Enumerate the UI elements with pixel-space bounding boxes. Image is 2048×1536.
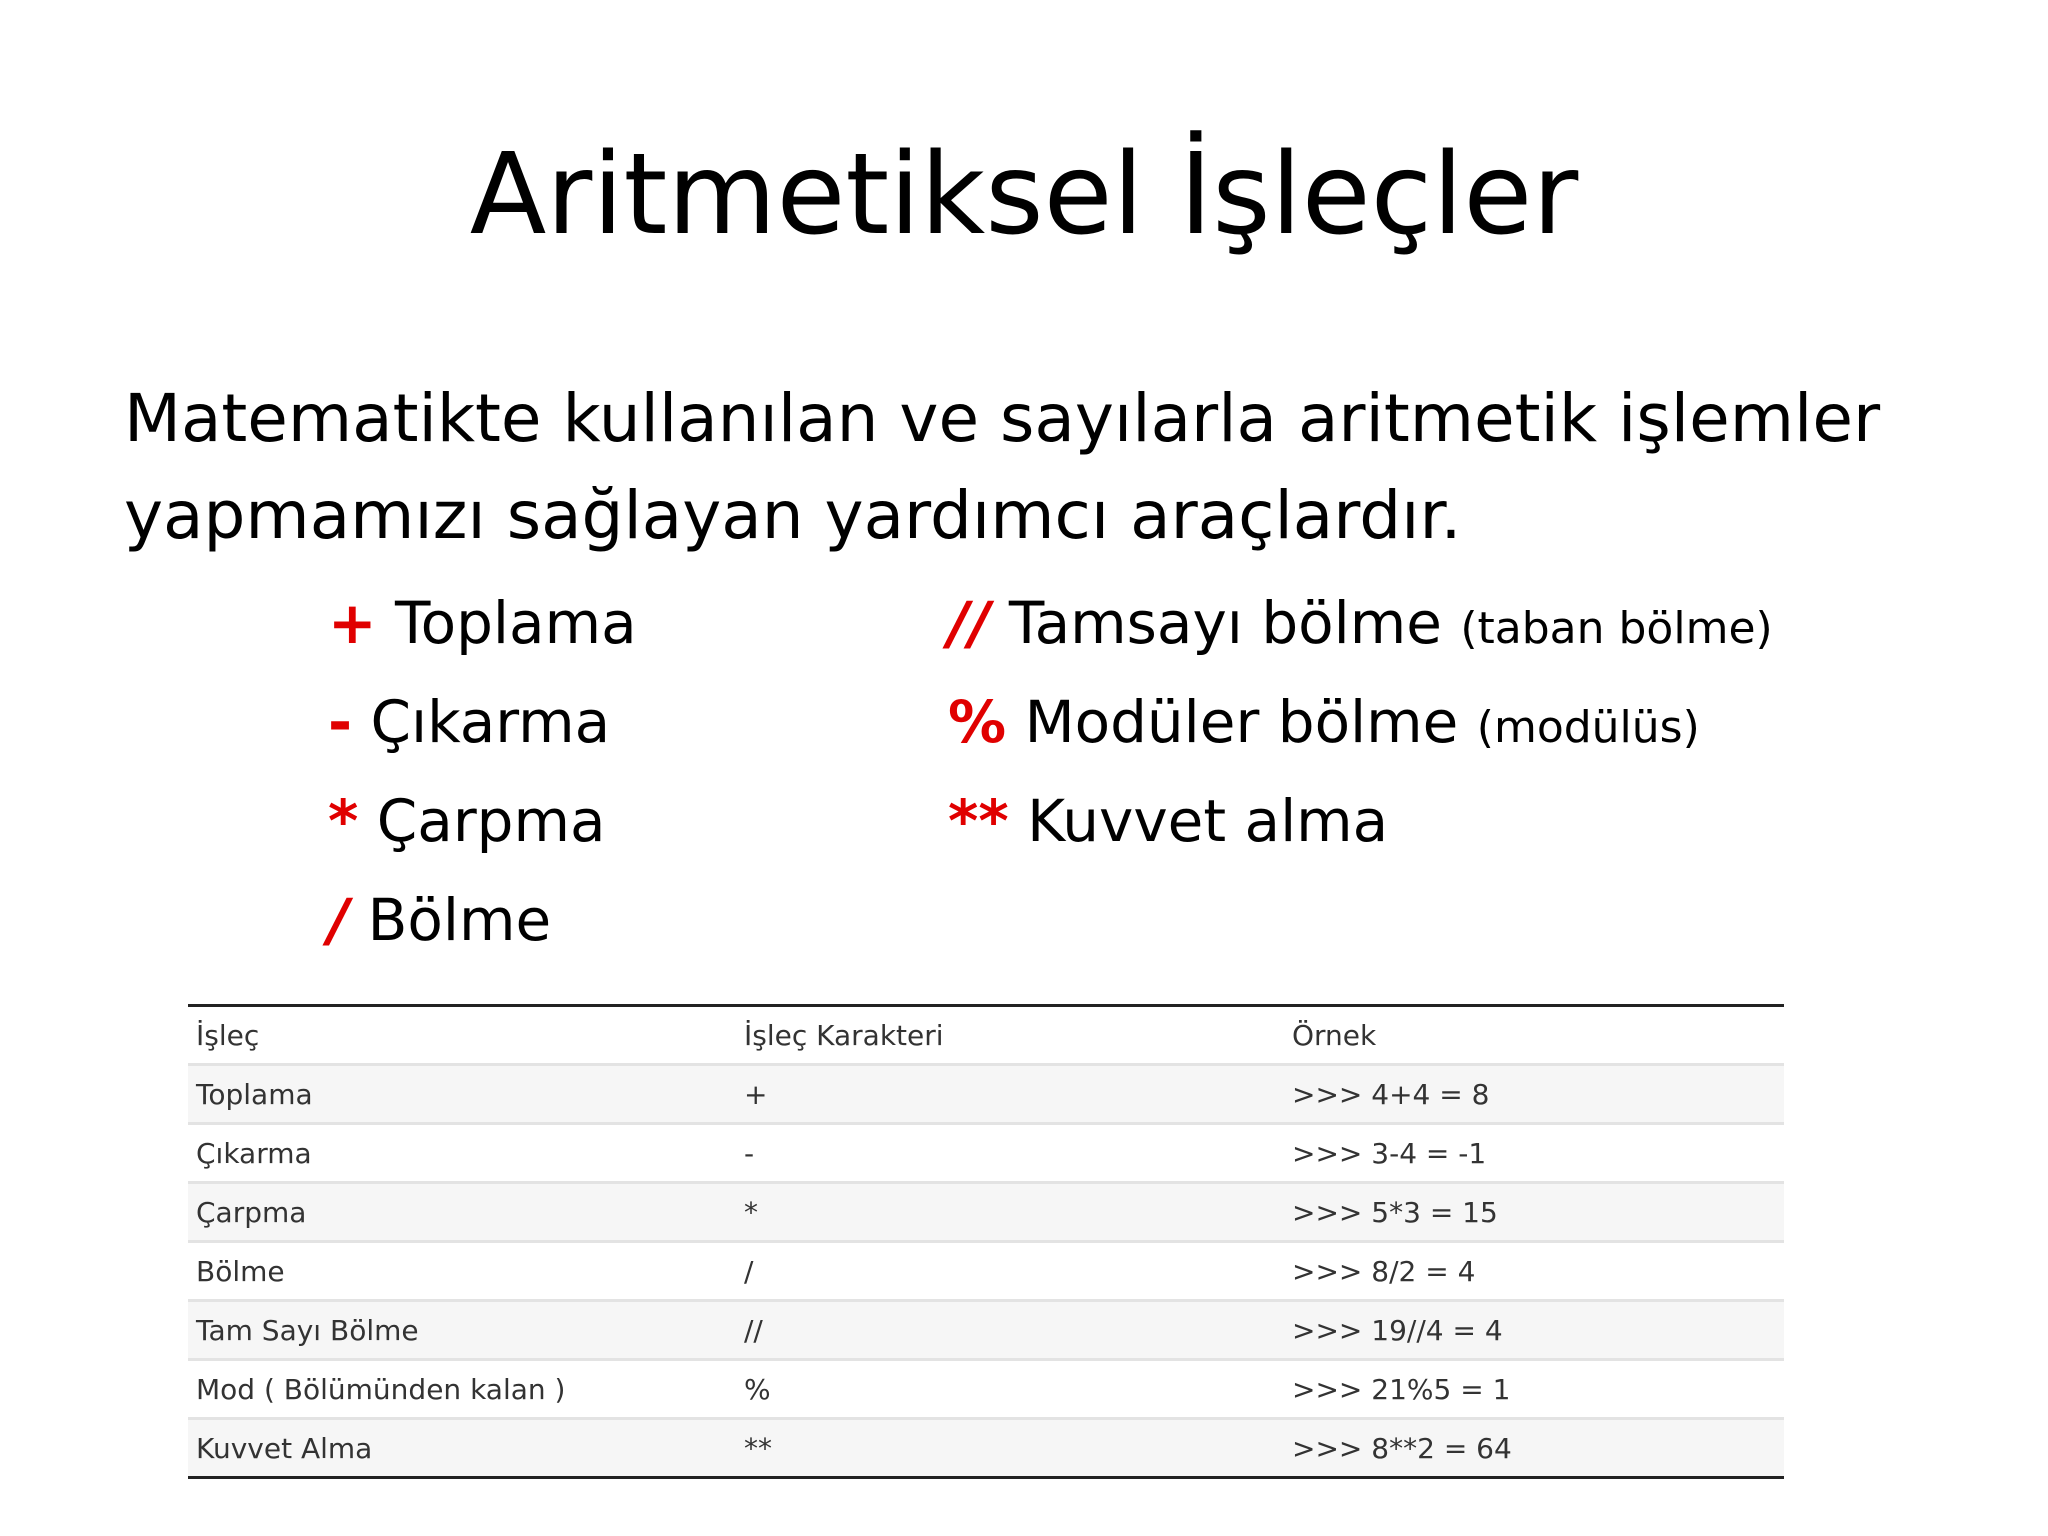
cell-example: >>> 21%5 = 1	[1284, 1360, 1784, 1419]
table-header-row	[188, 1006, 1784, 1065]
cell-operator: Çarpma	[188, 1183, 736, 1242]
table-row	[188, 1124, 1784, 1183]
operator-item-multiplication	[328, 778, 637, 877]
operator-table	[188, 1004, 1784, 1479]
cell-example: >>> 5*3 = 15	[1284, 1183, 1784, 1242]
operator-note: (modülüs)	[1476, 702, 1700, 753]
operator-list-left	[328, 580, 637, 976]
operator-label: Toplama	[395, 589, 637, 657]
operator-symbol: %	[948, 688, 1007, 756]
header-operator-character: İşleç Karakteri	[736, 1006, 1284, 1065]
operator-item-subtraction	[328, 679, 637, 778]
operator-symbol: /	[328, 886, 350, 954]
cell-operator: Tam Sayı Bölme	[188, 1301, 736, 1360]
intro-paragraph	[124, 370, 1924, 564]
cell-character: *	[736, 1183, 1284, 1242]
operator-note: (taban bölme)	[1460, 603, 1773, 654]
operator-item-modulo	[948, 679, 1773, 778]
operator-item-division	[328, 877, 637, 976]
table-row	[188, 1419, 1784, 1478]
cell-character: **	[736, 1419, 1284, 1478]
cell-character: %	[736, 1360, 1284, 1419]
cell-operator: Çıkarma	[188, 1124, 736, 1183]
operator-symbol: -	[328, 688, 353, 756]
operator-symbol: +	[328, 589, 377, 657]
cell-example: >>> 4+4 = 8	[1284, 1065, 1784, 1124]
cell-character: +	[736, 1065, 1284, 1124]
intro-line-2: yapmamızı sağlayan yardımcı araçlardır.	[124, 477, 1462, 554]
cell-operator: Toplama	[188, 1065, 736, 1124]
operator-label: Çarpma	[376, 787, 606, 855]
operator-item-addition	[328, 580, 637, 679]
cell-character: -	[736, 1124, 1284, 1183]
cell-example: >>> 8/2 = 4	[1284, 1242, 1784, 1301]
table-row	[188, 1242, 1784, 1301]
operator-table-container	[188, 1004, 1784, 1479]
slide-title: Aritmetiksel İşleçler	[469, 130, 1579, 260]
operator-symbol: //	[948, 589, 991, 657]
table-row	[188, 1183, 1784, 1242]
operator-item-power	[948, 778, 1773, 877]
cell-operator: Mod ( Bölümünden kalan )	[188, 1360, 736, 1419]
operator-label: Bölme	[367, 886, 552, 954]
operator-label: Modüler bölme	[1024, 688, 1459, 756]
cell-example: >>> 19//4 = 4	[1284, 1301, 1784, 1360]
operator-list-right	[948, 580, 1773, 877]
table-row	[188, 1360, 1784, 1419]
operator-symbol: **	[948, 787, 1009, 855]
cell-operator: Kuvvet Alma	[188, 1419, 736, 1478]
header-operator: İşleç	[188, 1006, 736, 1065]
operator-label: Çıkarma	[370, 688, 611, 756]
intro-line-1: Matematikte kullanılan ve sayılarla aritmetik işlemler	[124, 380, 1881, 457]
cell-example: >>> 3-4 = -1	[1284, 1124, 1784, 1183]
table-row	[188, 1301, 1784, 1360]
header-example: Örnek	[1284, 1006, 1784, 1065]
operator-symbol: *	[328, 787, 359, 855]
table-row	[188, 1065, 1784, 1124]
cell-operator: Bölme	[188, 1242, 736, 1301]
cell-character: //	[736, 1301, 1284, 1360]
operator-label: Kuvvet alma	[1027, 787, 1389, 855]
cell-character: /	[736, 1242, 1284, 1301]
operator-label: Tamsayı bölme	[1008, 589, 1442, 657]
cell-example: >>> 8**2 = 64	[1284, 1419, 1784, 1478]
operator-item-floor-division	[948, 580, 1773, 679]
